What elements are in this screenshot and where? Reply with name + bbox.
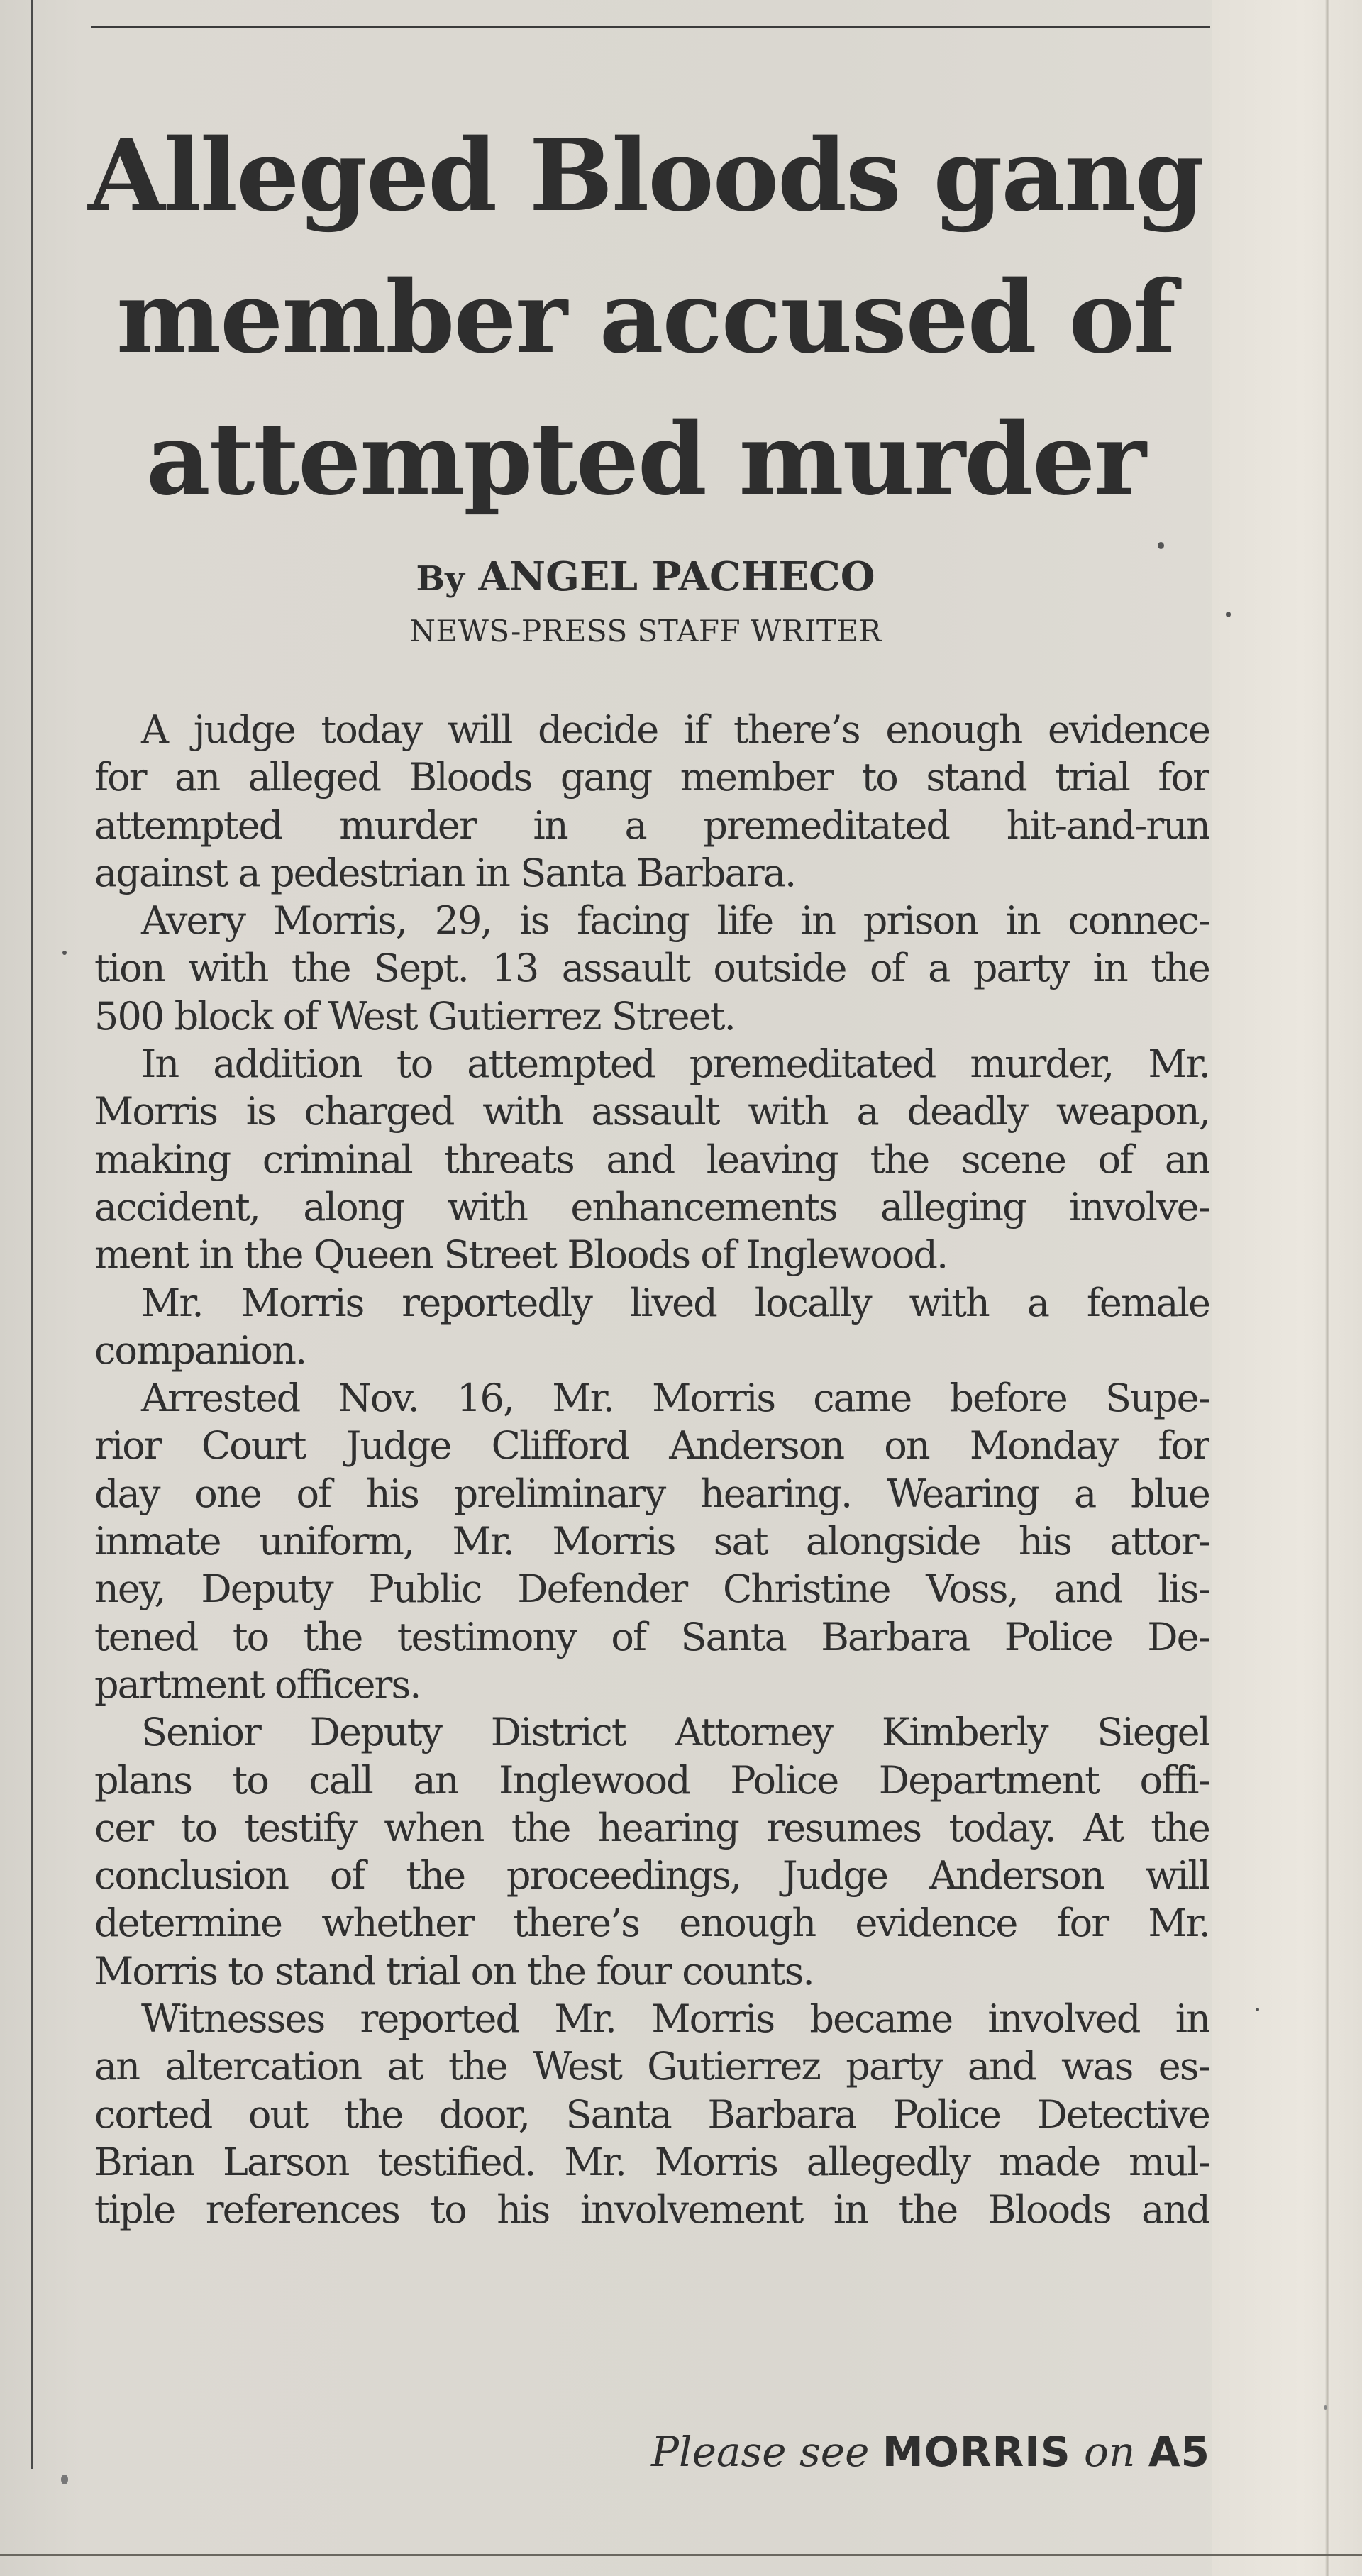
body-line: conclusion of the proceedings, Judge Anderson will (94, 1853, 1209, 1898)
body-line: an altercation at the West Gutierrez party and was es- (94, 2044, 1209, 2089)
headline-line-3: attempted murder (146, 402, 1145, 518)
headline-line-1: Alleged Bloods gang (88, 118, 1203, 234)
top-rule (91, 26, 1210, 28)
body-line: Arrested Nov. 16, Mr. Morris came before Supe- (141, 1376, 1209, 1421)
jump-prefix: Please see (651, 2428, 870, 2476)
body-line: attempted murder in a premeditated hit-and-run (94, 802, 1209, 848)
jump-page: A5 (1148, 2428, 1210, 2476)
body-line: day one of his preliminary hearing. Wearing a blue (94, 1471, 1209, 1516)
body-line: against a pedestrian in Santa Barbara. (94, 850, 796, 895)
body-line: A judge today will decide if there’s enough evidence (141, 707, 1209, 752)
body-line: companion. (94, 1327, 306, 1373)
headline-line-2: member accused of (116, 260, 1175, 376)
body-line: making criminal threats and leaving the scene of an (94, 1137, 1209, 1182)
body-line: plans to call an Inglewood Police Department offi- (94, 1757, 1209, 1803)
ink-speck (1256, 2008, 1259, 2011)
body-line: Mr. Morris reportedly lived locally with a female (141, 1280, 1209, 1325)
body-line: partment officers. (94, 1662, 421, 1707)
body-line: tion with the Sept. 13 assault outside of a party in the (94, 946, 1209, 991)
byline-name: ANGEL PACHECO (478, 553, 875, 600)
byline (78, 552, 1213, 604)
ink-speck (1324, 2405, 1327, 2410)
body-line: determine whether there’s enough evidence for Mr. (94, 1901, 1209, 1946)
headline (78, 105, 1213, 531)
continuation-line (497, 2423, 1210, 2480)
body-line: cer to testify when the hearing resumes today. At the (94, 1805, 1209, 1850)
body-line: rior Court Judge Clifford Anderson on Monday for (94, 1423, 1209, 1469)
byline-title: NEWS-PRESS STAFF WRITER (409, 614, 882, 648)
body-line: for an alleged Bloods gang member to stand trial for (94, 755, 1209, 800)
ink-speck (62, 951, 67, 955)
body-line: accident, along with enhancements alleging involve- (94, 1184, 1209, 1229)
jump-on: on (1084, 2428, 1136, 2476)
ink-speck (1158, 542, 1164, 549)
ink-speck (61, 2475, 68, 2484)
body-line: Avery Morris, 29, is facing life in prison in connec- (141, 898, 1209, 944)
ink-speck (1226, 612, 1231, 617)
body-line: inmate uniform, Mr. Morris sat alongside his attor- (94, 1519, 1209, 1564)
body-line: Senior Deputy District Attorney Kimberly Siegel (141, 1710, 1209, 1755)
page-margin (1212, 0, 1362, 2576)
body-line: corted out the door, Santa Barbara Police Detective (94, 2091, 1209, 2137)
body-line: Morris to stand trial on the four counts. (94, 1948, 814, 1994)
body-line: Brian Larson testified. Mr. Morris allegedly made mul- (94, 2139, 1209, 2184)
body-line: Morris is charged with assault with a deadly weapon, (94, 1089, 1209, 1134)
jump-keyword: MORRIS (882, 2428, 1071, 2476)
body-line: ment in the Queen Street Bloods of Inglewood. (94, 1232, 948, 1278)
column-rule (31, 0, 33, 2469)
body-line: tened to the testimony of Santa Barbara Police De- (94, 1614, 1209, 1659)
body-line: In addition to attempted premeditated murder, Mr. (141, 1041, 1209, 1087)
fold-crease (1325, 0, 1329, 2576)
article-body (94, 706, 1209, 2234)
byline-prefix: By (416, 559, 465, 599)
body-line: tiple references to his involvement in the Bloods and (94, 2187, 1209, 2233)
body-line: ney, Deputy Public Defender Christine Voss, and lis- (94, 1566, 1209, 1612)
bottom-rule (0, 2554, 1362, 2556)
body-line: 500 block of West Gutierrez Street. (94, 993, 735, 1039)
body-line: Witnesses reported Mr. Morris became involved in (141, 1996, 1209, 2042)
